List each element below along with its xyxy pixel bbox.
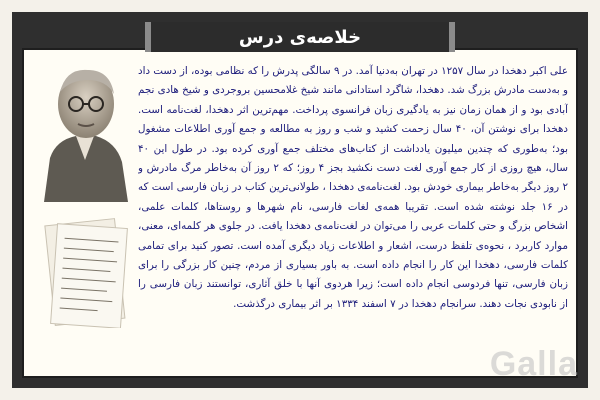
page-title [145,22,455,52]
lesson-summary-paragraph: علی اکبر دهخدا در سال ۱۲۵۷ در تهران به‌دنیا آمد. در ۹ سالگی پدرش را که نظامی بوده، از دست داد و به‌دست مادرش بزرگ شد. دهخدا، شاگرد استادانی مانند شیخ غلامحسین بروجردی و شیخ هادی نجم آبادی بود و از همان زمان نیز به یادگیری زبان فرانسوی پرداخت. مهم‌ترین اثر دهخدا، لغت‌نامه است. دهخدا برای نوشتن آن، ۴۰ سال زحمت کشید و شب و روز به مطالعه و جمع آوری اطلاعات مشغول بود؛ به‌طوری که چندین میلیون یادداشت از کتاب‌های مختلف جمع آوری کرده بود. در طول این ۴۰ سال، هیچ روزی از کار جمع آوری لغت دست نکشید بجز ۴ روز؛ که ۲ روز آن به‌خاطر مرگ مادرش و ۲ روز دیگر به‌خاطر بیماری خودش بود. لغت‌نامه‌ی دهخدا ، طولانی‌ترین کتاب در زبان فارسی است که در ۱۶ جلد نوشته شده است. تقریبا همه‌ی لغات فارسی، نام شهرها و روستاها، کلمات علمی، اشخاص بزرگ و حتی کلمات عربی را می‌توان در لغت‌نامه‌ی دهخدا یافت. در جلوی هر کلمه‌ای، معنی، موارد کاربرد ، نحوه‌ی تلفظ درست، اشعار و اطلاعات زیاد دیگری آمده است. تصور کنید برای تمامی کلمات فارسی، دهخدا این کار را انجام داده است. به باور بسیاری از مردم، چنین کار بزرگی را برای زبان فارسی، تنها فردوسی انجام داده است؛ زیرا هردوی آنها با خلق آثاری، توانستند زبان فارسی را از نابودی نجات دهند. سرانجام دهخدا در ۷ اسفند ۱۳۳۴ بر اثر بیماری درگذشت. [138,65,568,310]
portrait-image [36,62,134,202]
watermark-logo: Galla [489,345,578,383]
manuscript-image [40,218,130,328]
page-title-text: خلاصه‌ی درس [238,26,362,48]
